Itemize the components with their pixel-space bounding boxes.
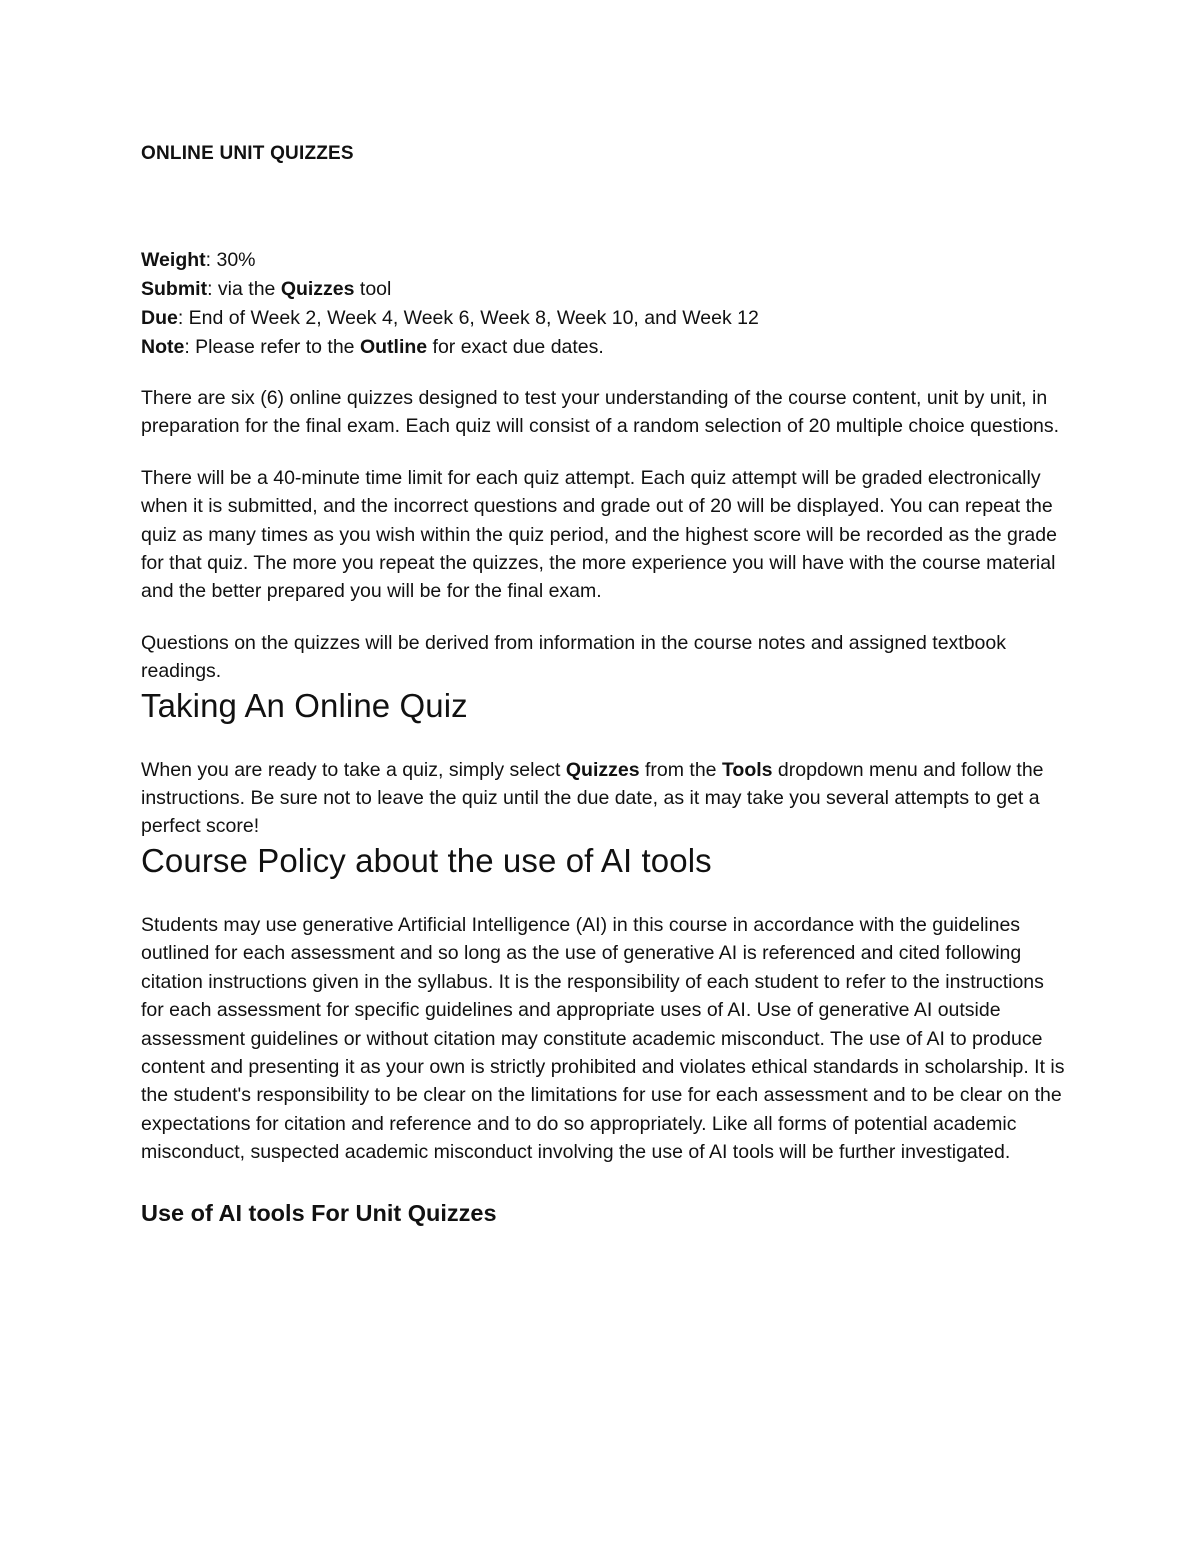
submit-pre: : via the — [207, 278, 281, 300]
paragraph-taking-quiz — [141, 756, 1071, 841]
due-label: Due — [141, 307, 178, 329]
taking-quiz-quizzes: Quizzes — [565, 758, 640, 781]
taking-quiz-text-mid: from the — [639, 758, 722, 781]
taking-quiz-text-pre: When you are ready to take a quiz, simply select — [141, 758, 566, 781]
note-line — [141, 333, 1071, 362]
weight-line — [141, 246, 1071, 275]
assignment-meta — [141, 246, 1071, 362]
paragraph-question-source: Questions on the quizzes will be derived from information in the course notes and assigned textbook readings. — [141, 631, 1006, 683]
paragraph-ai-policy: Students may use generative Artificial Intelligence (AI) in this course in accordance with the guidelines outlined for each assessment and so long as the use of generative AI is referenced and cited following citation instructions given in the syllabus. It is the responsibility of each student to refer to the instructions for each assessment for specific guidelines and appropriate uses of AI. Use of generative AI outside assessment guidelines or without citation may constitute academic misconduct. The use of AI to produce content and presenting it as your own is strictly prohibited and violates ethical standards in scholarship. It is the student's responsibility to be clear on the limitations for use for each assessment and to be clear on the expectations for citation and reference and to do so appropriately. Like all forms of potential academic misconduct, suspected academic misconduct involving the use of AI tools will be further investigated. — [141, 913, 1065, 1164]
submit-tool: Quizzes — [280, 278, 355, 300]
heading-ai-unit-quizzes: Use of AI tools For Unit Quizzes — [141, 1199, 497, 1226]
weight-label: Weight — [141, 249, 206, 271]
paragraph-quiz-overview: There are six (6) online quizzes designed to test your understanding of the course content, unit by unit, in preparation for the final exam. Each quiz will consist of a random selection of 20 multiple choice questions. — [141, 387, 1060, 438]
submit-label: Submit — [141, 278, 208, 300]
note-post: for exact due dates. — [427, 336, 604, 358]
submit-line — [141, 275, 1071, 304]
heading-ai-policy: Course Policy about the use of AI tools — [141, 841, 712, 879]
taking-quiz-text-post: dropdown menu and follow the instructions. Be sure not to leave the quiz until the due date, as it may take you several attempts to get a perfect score! — [141, 758, 1044, 838]
document-title: ONLINE UNIT QUIZZES — [141, 143, 354, 164]
note-outline: Outline — [359, 336, 428, 358]
document-content — [141, 140, 1071, 1228]
paragraph-time-limit: There will be a 40-minute time limit for each quiz attempt. Each quiz attempt will be graded electronically when it is submitted, and the incorrect questions and grade out of 20 will be displayed. You can repeat the quiz as many times as you wish within the quiz period, and the highest score will be recorded as the grade for that quiz. The more you repeat the quizzes, the more experience you will have with the course material and the better prepared you will be for the final exam. — [141, 466, 1057, 603]
weight-value: : 30% — [205, 249, 256, 271]
submit-post: tool — [354, 278, 392, 300]
due-line — [141, 304, 1071, 333]
note-label: Note — [141, 336, 185, 358]
heading-taking-quiz: Taking An Online Quiz — [141, 686, 468, 724]
note-pre: : Please refer to the — [184, 336, 360, 358]
due-value: : End of Week 2, Week 4, Week 6, Week 8, Week 10, and Week 12 — [177, 307, 759, 329]
taking-quiz-tools: Tools — [721, 758, 773, 781]
